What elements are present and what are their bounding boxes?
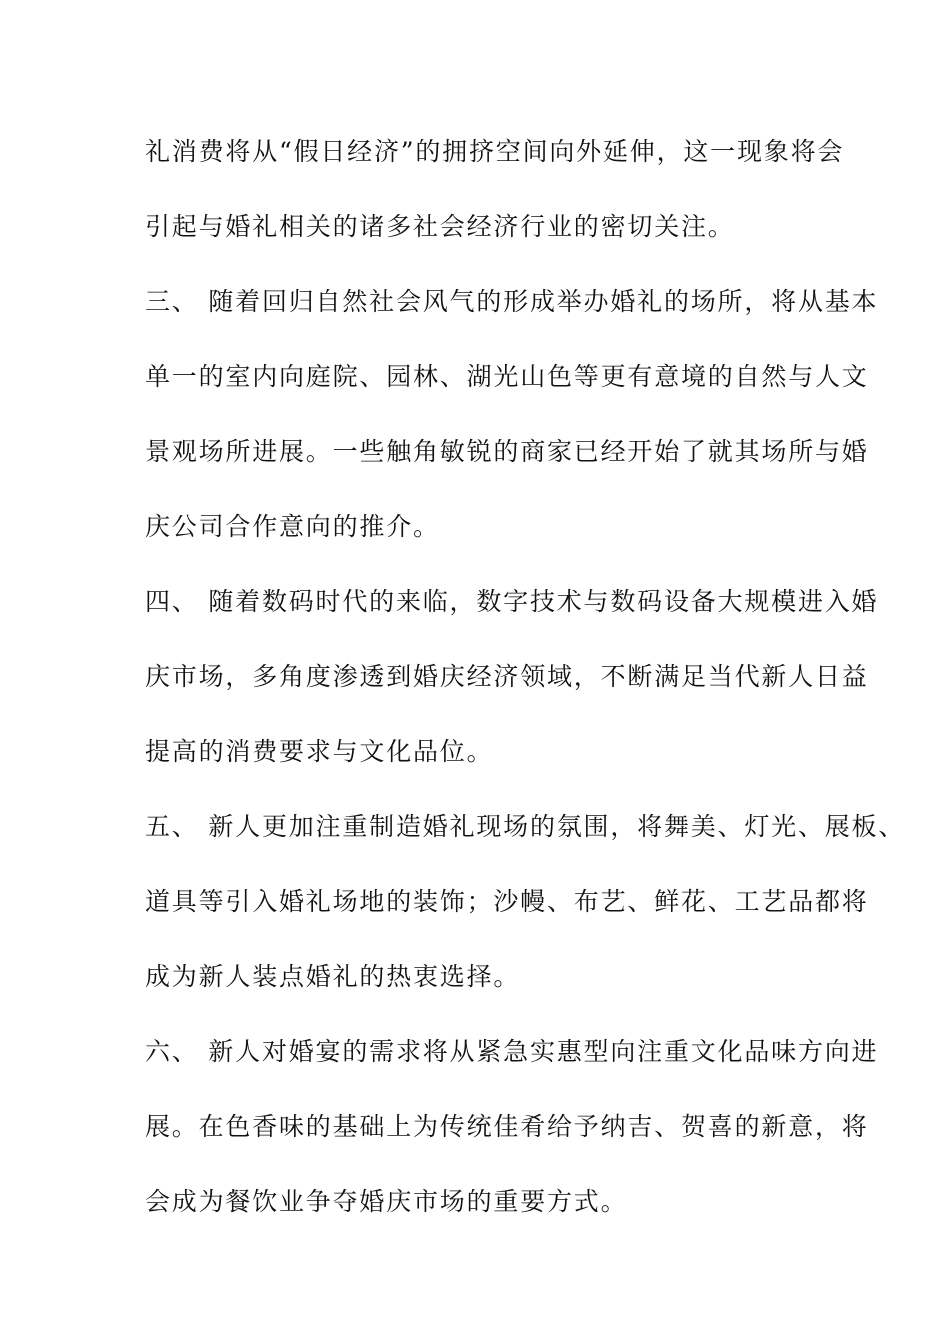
text-line: 礼消费将从“假日经济”的拥挤空间向外延伸，这一现象将会 [145,137,845,166]
text-line: 六、 新人对婚宴的需求将从紧急实惠型向注重文化品味方向进 [145,1037,879,1066]
text-line: 庆市场，多角度渗透到婚庆经济领域，不断满足当代新人日益 [145,662,869,691]
text-line: 单一的室内向庭院、园林、湖光山色等更有意境的自然与人文 [145,362,869,391]
text-line: 会成为餐饮业争夺婚庆市场的重要方式。 [145,1187,628,1216]
text-line: 提高的消费要求与文化品位。 [145,737,494,766]
text-line: 三、 随着回归自然社会风气的形成举办婚礼的场所，将从基本 [145,287,879,316]
text-line: 景观场所进展。一些触角敏锐的商家已经开始了就其场所与婚 [145,437,869,466]
text-line: 四、 随着数码时代的来临，数字技术与数码设备大规模进入婚 [145,587,879,616]
text-line: 道具等引入婚礼场地的装饰；沙幔、布艺、鲜花、工艺品都将 [145,887,869,916]
text-line: 五、 新人更加注重制造婚礼现场的氛围，将舞美、灯光、展板、 [145,812,906,841]
text-line: 庆公司合作意向的推介。 [145,512,440,541]
text-line: 展。在色香味的基础上为传统佳肴给予纳吉、贺喜的新意，将 [145,1112,869,1141]
text-line: 引起与婚礼相关的诸多社会经济行业的密切关注。 [145,212,735,241]
text-line: 成为新人装点婚礼的热衷选择。 [145,962,521,991]
